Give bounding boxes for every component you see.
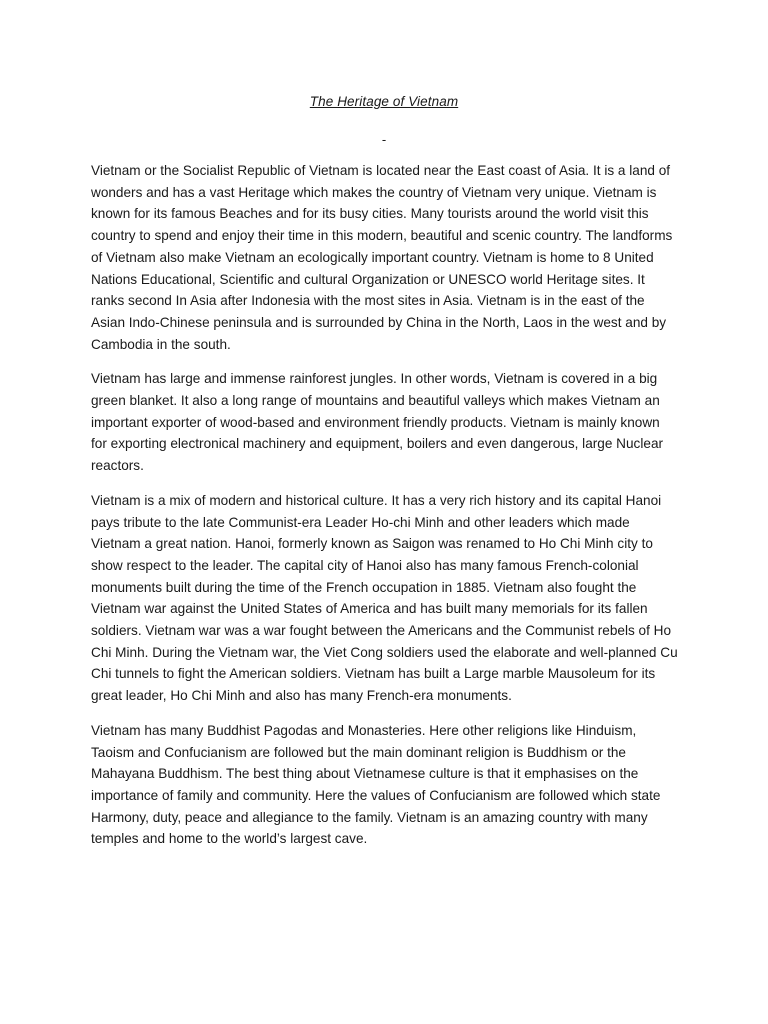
paragraph-nature: Vietnam has large and immense rainforest jungles. In other words, Vietnam is covered in a big green blanket. It also a long range of mountains and beautiful valleys which makes Vietnam an important exporter of wood-based and environment friendly products. Vietnam is mainly known for exporting electronical machinery and equipment, boilers and even dangerous, large Nuclear reactors. [91,371,664,474]
document-body [91,160,679,863]
paragraph-location: Vietnam or the Socialist Republic of Vietnam is located near the East coast of Asia. It is a land of wonders and has a vast Heritage which makes the country of Vietnam very unique. Vietnam is known for its famous Beaches and for its busy cities. Many tourists around the world visit this country to spend and enjoy their time in this modern, beautiful and scenic country. The landforms of Vietnam also make Vietnam an ecologically important country. Vietnam is home to 8 United Nations Educational, Scientific and cultural Organization or UNESCO world Heritage sites. It ranks second In Asia after Indonesia with the most sites in Asia. Vietnam is in the east of the Asian Indo-Chinese peninsula and is surrounded by China in the North, Laos in the west and by Cambodia in the south. [91,163,673,352]
title-separator: - [381,132,387,147]
paragraph-history: Vietnam is a mix of modern and historical culture. It has a very rich history and its capital Hanoi pays tribute to the late Communist-era Leader Ho-chi Minh and other leaders which made Vietnam a great nation. Hanoi, formerly known as Saigon was renamed to Ho Chi Minh city to show respect to the leader. The capital city of Hanoi also has many famous French-colonial monuments built during the time of the French occupation in 1885. Vietnam also fought the Vietnam war against the United States of America and has built many memorials for its fallen soldiers. Vietnam war was a war fought between the Americans and the Communist rebels of Ho Chi Minh. During the Vietnam war, the Viet Cong soldiers used the elaborate and well-planned Cu Chi tunnels to fight the American soldiers. Vietnam has built a Large marble Mausoleum for its great leader, Ho Chi Minh and also has many French-era monuments. [91,492,678,704]
document-title: The Heritage of Vietnam [309,94,459,109]
paragraph-religion: Vietnam has many Buddhist Pagodas and Monasteries. Here other religions like Hinduism, Taoism and Confucianism are followed but the main dominant religion is Buddhism or the Mahayana Buddhism. The best thing about Vietnamese culture is that it emphasises on the importance of family and community. Here the values of Confucianism are followed which state Harmony, duty, peace and allegiance to the family. Vietnam is an amazing country with many temples and home to the world’s largest cave. [91,722,661,847]
